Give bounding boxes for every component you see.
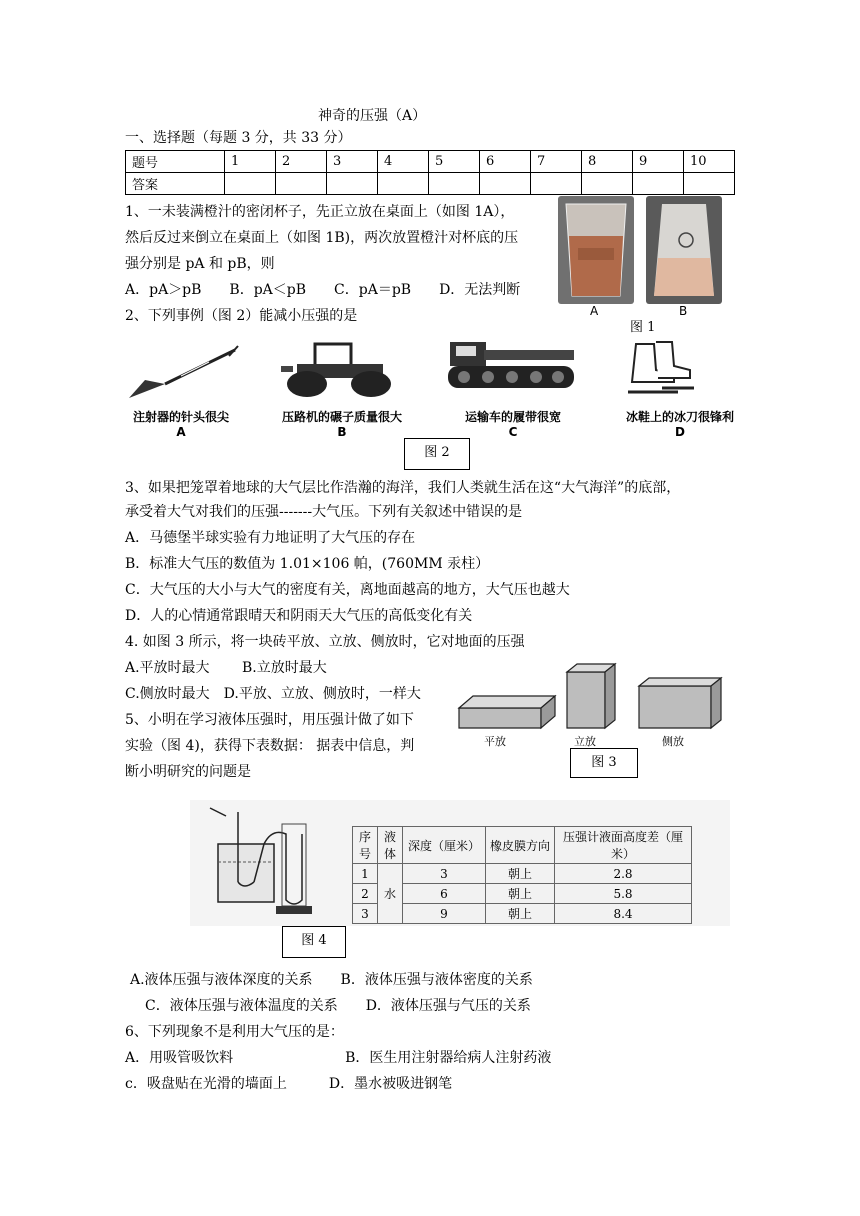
table-cell: 2: [276, 151, 327, 173]
table-row: [126, 173, 735, 195]
table-cell: 1: [353, 864, 378, 884]
table-cell: 朝上: [486, 904, 555, 924]
question-3-option-b: B．标准大气压的数值为 1.01×106 帕，(760MM 汞柱）: [125, 556, 490, 572]
answer-cell[interactable]: [582, 173, 633, 195]
ice-skates-icon: [622, 340, 698, 402]
table-cell: 题号: [126, 151, 225, 173]
answer-table: [125, 150, 735, 195]
table-row: [353, 884, 692, 904]
tracked-vehicle-icon: [440, 336, 580, 396]
question-3-line: 承受着大气对我们的压强-------大气压。下列有关叙述中错误的是: [125, 504, 523, 520]
table-cell: 6: [480, 151, 531, 173]
question-5-line: 实验（图 4)，获得下表数据： 据表中信息，判: [125, 738, 415, 754]
table-cell: 6: [403, 884, 486, 904]
question-1-options: A．pA＞pB B．pA＜pB C．pA＝pB D．无法判断: [125, 282, 521, 298]
question-3-option-c: C．大气压的大小与大气的密度有关，离地面越高的地方，大气压也越大: [125, 582, 570, 598]
figure-caption: 图 3: [570, 748, 638, 778]
answer-cell[interactable]: [480, 173, 531, 195]
figure-label: A: [590, 304, 599, 318]
cup-inverted-photo: [646, 196, 722, 304]
question-4-stem: 4. 如图 3 所示，将一块砖平放、立放、侧放时，它对地面的压强: [125, 634, 525, 650]
brick-side: [639, 678, 721, 728]
brick-flat: [459, 696, 555, 728]
experiment-table: [352, 826, 692, 924]
section-heading: 一、选择题（每题 3 分，共 33 分）: [125, 130, 352, 146]
table-cell: 朝上: [486, 884, 555, 904]
answer-cell[interactable]: [633, 173, 684, 195]
figure-2-caption-d: 冰鞋上的冰刀很锋利: [625, 410, 734, 424]
answer-cell[interactable]: [684, 173, 735, 195]
figure-2-letter: B: [337, 425, 347, 439]
table-cell: 2: [353, 884, 378, 904]
table-row: [126, 151, 735, 173]
brick-label-flat: 平放: [484, 735, 506, 748]
table-cell: 9: [403, 904, 486, 924]
question-2-stem: 2、下列事例（图 2）能减小压强的是: [125, 308, 358, 324]
brick-upright: [567, 664, 615, 728]
answer-cell[interactable]: [225, 173, 276, 195]
table-cell: 3: [403, 864, 486, 884]
question-5-options: C．液体压强与液体温度的关系 D．液体压强与气压的关系: [145, 998, 531, 1014]
table-row: [353, 864, 692, 884]
table-cell: 4: [378, 151, 429, 173]
question-4-options: A.平放时最大 B.立放时最大: [125, 660, 327, 676]
page-title: 神奇的压强（A）: [318, 108, 427, 124]
question-1-line: 1、一未装满橙汁的密闭杯子，先正立放在桌面上（如图 1A），: [125, 204, 515, 220]
question-5-options: A.液体压强与液体深度的关系 B．液体压强与液体密度的关系: [130, 972, 533, 988]
question-4-options: C.侧放时最大 D.平放、立放、侧放时，一样大: [125, 686, 421, 702]
road-roller-icon: [275, 340, 405, 400]
bricks-figure: [455, 660, 730, 730]
figure-2-caption-c: 运输车的履带很宽: [464, 410, 561, 424]
table-cell: 8.4: [555, 904, 692, 924]
table-cell: 7: [531, 151, 582, 173]
question-5-line: 5、小明在学习液体压强时，用压强计做了如下: [125, 712, 414, 728]
figure-2-letter: C: [508, 425, 518, 439]
cup-upright-photo: [558, 196, 634, 304]
table-cell: 3: [327, 151, 378, 173]
question-1-line: 然后反过来倒立在桌面上（如图 1B)，两次放置橙汁对杯底的压: [125, 230, 519, 246]
question-3-option-a: A．马德堡半球实验有力地证明了大气压的存在: [125, 530, 416, 546]
question-3-option-d: D．人的心情通常跟晴天和阴雨天大气压的高低变化有关: [125, 608, 473, 624]
question-6-stem: 6、下列现象不是利用大气压的是：: [125, 1024, 344, 1040]
figure-2-caption-a: 注射器的针头很尖: [132, 410, 229, 424]
table-cell: 5.8: [555, 884, 692, 904]
table-header: 序号: [353, 827, 378, 864]
table-header: 深度（厘米）: [403, 827, 486, 864]
figure-4-panel: [190, 800, 730, 926]
table-cell: 朝上: [486, 864, 555, 884]
table-cell: 8: [582, 151, 633, 173]
table-cell: 2.8: [555, 864, 692, 884]
answer-cell[interactable]: [378, 173, 429, 195]
table-cell: 3: [353, 904, 378, 924]
figure-caption: 图 2: [404, 438, 470, 470]
question-3-line: 3、如果把笼罩着地球的大气层比作浩瀚的海洋，我们人类就生活在这“大气海洋”的底部，: [125, 480, 681, 496]
table-cell: 9: [633, 151, 684, 173]
figure-label: B: [679, 304, 688, 318]
question-6-options: A．用吸管吸饮料 B．医生用注射器给病人注射药液: [125, 1050, 552, 1066]
table-header: 压强计液面高度差（厘米）: [555, 827, 692, 864]
figure-2-caption-b: 压路机的碾子质量很大: [281, 410, 402, 424]
answer-cell[interactable]: [429, 173, 480, 195]
table-header: 液体: [378, 827, 403, 864]
figure-2-letter: A: [176, 425, 186, 439]
question-1-line: 强分别是 pA 和 pB，则: [125, 256, 275, 272]
question-6-options: c．吸盘贴在光滑的墙面上 D．墨水被吸进钢笔: [125, 1076, 453, 1092]
figure-caption: 图 1: [630, 320, 656, 335]
brick-label-upright: 立放: [574, 735, 596, 748]
table-cell: 答案: [126, 173, 225, 195]
table-cell: 1: [225, 151, 276, 173]
table-header: 橡皮膜方向: [486, 827, 555, 864]
pressure-gauge-apparatus: [198, 804, 348, 924]
table-row: [353, 827, 692, 864]
question-5-line: 断小明研究的问题是: [125, 764, 251, 780]
table-cell: 水: [378, 864, 403, 924]
figure-caption: 图 4: [282, 926, 346, 958]
table-row: [353, 904, 692, 924]
answer-cell[interactable]: [276, 173, 327, 195]
answer-cell[interactable]: [531, 173, 582, 195]
table-cell: 5: [429, 151, 480, 173]
brick-label-side: 侧放: [662, 735, 684, 748]
answer-cell[interactable]: [327, 173, 378, 195]
figure-2-letter: D: [675, 425, 685, 439]
syringe-icon: [125, 340, 240, 402]
table-cell: 10: [684, 151, 735, 173]
